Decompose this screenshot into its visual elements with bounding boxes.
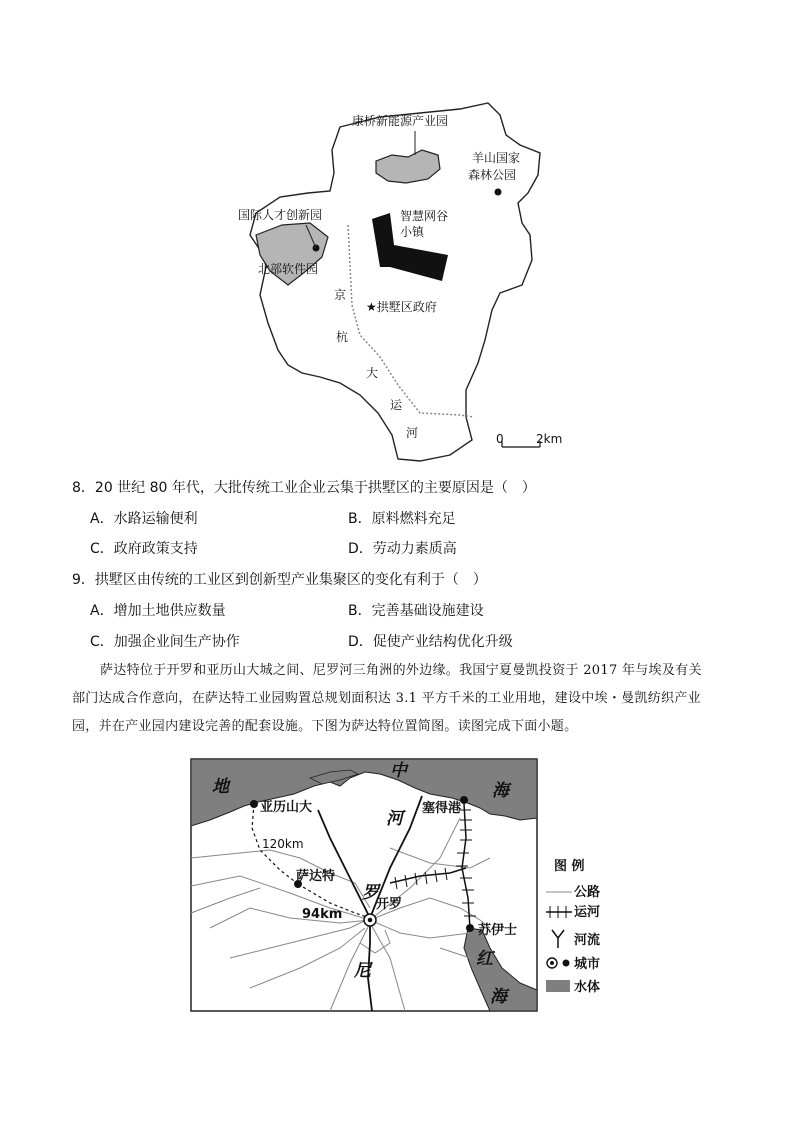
q8-option-a: A．水路运输便利: [90, 511, 198, 527]
map-legend: [546, 858, 600, 995]
portsaid-label: 塞得港: [422, 801, 462, 816]
legend-water-swatch: [546, 980, 570, 992]
passage-line-2: 部门达成合作意向，在萨达特工业园购置总规划面积达 3.1 平方千米的工业用地，建设中埃・曼凯纺织产业: [72, 691, 701, 706]
scale-zero: 0: [496, 432, 504, 446]
yangshan-park-dot: [495, 189, 502, 196]
canal-label-4: 运: [390, 398, 403, 412]
scale-2km: 2km: [536, 432, 563, 446]
river-label-he: 河: [386, 809, 403, 829]
gov-label: ★拱墅区政府: [366, 300, 437, 314]
q8-option-c: C．政府政策支持: [90, 541, 198, 557]
yangshan-label-2: 森林公园: [468, 168, 517, 182]
river-label-ni: 尼: [354, 961, 371, 981]
question-8-stem: 8．20 世纪 80 年代，大批传统工业企业云集于拱墅区的主要原因是（ ）: [72, 480, 536, 496]
zhihui-label-2: 小镇: [400, 225, 425, 239]
portsaid-city-dot: [460, 796, 468, 804]
river-label-luo: 罗: [362, 883, 379, 903]
legend-canal: 运河: [574, 905, 601, 920]
red-sea-label-hong: 红: [476, 949, 493, 969]
legend-city: 城市: [574, 957, 601, 972]
sadat-location-map: [190, 758, 620, 1013]
suez-city-dot: [466, 924, 474, 932]
legend-canal-symbol: [546, 906, 572, 918]
legend-city-symbol: [547, 958, 570, 968]
north-software-label: 北部软件园: [258, 262, 319, 276]
suez-label: 苏伊士: [478, 923, 518, 938]
gongshu-district-map: [230, 95, 570, 465]
legend-water: 水体: [574, 980, 601, 995]
canal-label-2: 杭: [336, 330, 349, 344]
legend-road: 公路: [574, 885, 601, 900]
yangshan-label-1: 羊山国家: [472, 151, 521, 165]
cairo-capital-marker: [364, 914, 376, 926]
cairo-label: 开罗: [376, 897, 403, 912]
canal-label-3: 大: [366, 366, 379, 380]
q9-option-a: A．增加土地供应数量: [90, 603, 226, 619]
q8-option-b: B．原料燃料充足: [348, 511, 456, 527]
legend-title: 图 例: [554, 859, 585, 874]
distance-94-label: 94km: [302, 907, 343, 922]
legend-river: 河流: [574, 933, 601, 948]
q9-option-b: B．完善基础设施建设: [348, 603, 484, 619]
canal-label-1: 京: [334, 288, 347, 302]
scale-bar: [496, 432, 562, 447]
sea-label-di: 地: [212, 777, 229, 797]
q9-option-c: C．加强企业间生产协作: [90, 634, 240, 650]
distance-120-label: 120km: [262, 837, 304, 851]
zhihui-label-1: 智慧网谷: [400, 209, 449, 223]
alexandria-city-dot: [250, 800, 258, 808]
passage-line-1: 萨达特位于开罗和亚历山大城之间、尼罗河三角洲的外边缘。我国宁夏曼凯投资于 2017 年与埃及有关: [100, 663, 702, 678]
canal-label-5: 河: [406, 426, 419, 440]
red-sea-label-hai: 海: [490, 987, 507, 1007]
alexandria-label: 亚历山大: [260, 800, 313, 815]
talent-park-label: 国际人才创新园: [238, 208, 323, 222]
passage-line-3: 园，并在产业园内建设完善的配套设施。下图为萨达特位置简图。读图完成下面小题。: [72, 719, 578, 734]
sea-label-zhong: 中: [390, 761, 407, 781]
question-9-stem: 9．拱墅区由传统的工业区到创新型产业集聚区的变化有利于（ ）: [72, 572, 487, 588]
sea-label-hai: 海: [492, 781, 509, 801]
legend-river-symbol: [552, 930, 564, 948]
sadat-label: 萨达特: [296, 869, 336, 884]
q9-option-d: D．促使产业结构优化升级: [348, 634, 513, 650]
kangqiao-label: 康桥新能源产业园: [352, 114, 449, 128]
q8-option-d: D．劳动力素质高: [348, 541, 457, 557]
